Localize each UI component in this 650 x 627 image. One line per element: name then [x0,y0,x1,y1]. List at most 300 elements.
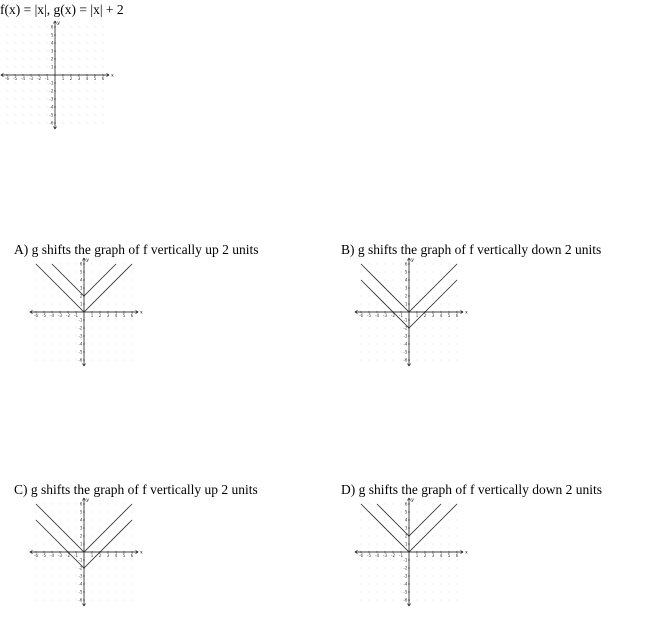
grid-dot [63,59,64,60]
grid-dot [108,560,109,561]
x-tick-label: -6 [5,76,9,82]
x-tick-label: -5 [42,553,46,559]
choice-b-label[interactable]: B) g shifts the graph of f vertically down 2 units [341,242,602,257]
grid-dot [44,280,45,281]
grid-dot [76,272,77,273]
grid-dot [393,320,394,321]
choice-a-label[interactable]: A) g shifts the graph of f vertically up 2 units [14,242,259,257]
grid-dot [52,528,53,529]
grid-dot [417,280,418,281]
grid-dot [132,304,133,305]
grid-dot [425,600,426,601]
grid-dot [377,568,378,569]
grid-dot [457,328,458,329]
grid-dot [39,83,40,84]
grid-dot [103,99,104,100]
grid-dot [385,328,386,329]
grid-dot [417,512,418,513]
grid-dot [377,584,378,585]
x-axis-label: x [140,309,143,316]
grid-dot [377,304,378,305]
grid-dot [47,67,48,68]
grid-dot [433,344,434,345]
grid-dot [47,123,48,124]
grid-dot [92,336,93,337]
grid-dot [441,272,442,273]
y-tick-label: -1 [403,317,408,323]
grid-dot [76,520,77,521]
grid-dot [71,67,72,68]
grid-dot [417,536,418,537]
grid-dot [63,35,64,36]
choice-d-graph [354,497,468,607]
grid-dot [124,584,125,585]
y-tick-label: 6 [79,501,83,507]
y-tick-label: -2 [403,325,408,331]
y-tick-label: -4 [78,341,83,347]
grid-dot [76,328,77,329]
grid-dot [449,352,450,353]
grid-dot [60,360,61,361]
grid-dot [108,352,109,353]
grid-dot [100,272,101,273]
grid-dot [60,296,61,297]
grid-dot [449,264,450,265]
y-tick-label: -3 [78,573,83,579]
grid-dot [132,536,133,537]
x-tick-label: 5 [447,313,451,319]
y-tick-label: 6 [50,24,54,30]
choice-c-label[interactable]: C) g shifts the graph of f vertically up 2 units [14,482,258,497]
grid-dot [7,51,8,52]
grid-dot [425,288,426,289]
grid-dot [15,107,16,108]
grid-dot [95,43,96,44]
grid-dot [433,296,434,297]
grid-dot [95,91,96,92]
y-tick-label: 1 [50,64,54,70]
grid-dot [63,43,64,44]
grid-dot [15,51,16,52]
x-tick-label: 6 [455,313,459,319]
y-axis-label: y [411,497,414,503]
grid-dot [52,560,53,561]
y-tick-label: 3 [404,285,408,291]
x-tick-label: -4 [50,313,54,319]
grid-dot [31,123,32,124]
grid-dot [31,43,32,44]
grid-dot [361,576,362,577]
grid-dot [457,344,458,345]
x-tick-label: 5 [93,76,97,82]
y-tick-label: -4 [403,341,408,347]
grid-dot [417,344,418,345]
x-tick-label: 4 [439,553,443,559]
grid-dot [401,536,402,537]
grid-dot [441,600,442,601]
grid-dot [124,288,125,289]
grid-dot [401,272,402,273]
grid-dot [361,344,362,345]
grid-dot [377,528,378,529]
y-tick-label: 2 [404,293,408,299]
grid-dot [92,592,93,593]
grid-dot [87,107,88,108]
grid-dot [52,600,53,601]
grid-dot [433,328,434,329]
grid-dot [116,560,117,561]
grid-dot [87,51,88,52]
grid-dot [100,592,101,593]
grid-dot [433,352,434,353]
grid-dot [36,288,37,289]
grid-dot [361,512,362,513]
grid-dot [457,296,458,297]
grid-dot [60,576,61,577]
grid-dot [132,280,133,281]
grid-dot [393,528,394,529]
grid-dot [401,360,402,361]
grid-dot [116,288,117,289]
grid-dot [361,520,362,521]
grid-dot [36,360,37,361]
grid-dot [79,107,80,108]
grid-dot [103,67,104,68]
grid-dot [60,304,61,305]
grid-dot [44,560,45,561]
x-axis-label: x [111,72,114,79]
grid-dot [449,528,450,529]
grid-dot [87,83,88,84]
x-axis-label: x [140,549,143,556]
grid-dot [124,344,125,345]
grid-dot [36,568,37,569]
grid-dot [417,568,418,569]
grid-dot [116,272,117,273]
grid-dot [457,336,458,337]
y-tick-label: 3 [79,285,83,291]
grid-dot [79,83,80,84]
y-tick-label: -1 [78,557,83,563]
grid-dot [60,264,61,265]
grid-dot [108,512,109,513]
grid-dot [457,352,458,353]
grid-dot [100,304,101,305]
grid-dot [393,504,394,505]
grid-dot [361,544,362,545]
grid-dot [15,59,16,60]
grid-dot [31,35,32,36]
grid-dot [433,600,434,601]
grid-dot [7,83,8,84]
grid-dot [132,296,133,297]
grid-dot [44,304,45,305]
grid-dot [377,264,378,265]
grid-dot [31,91,32,92]
grid-dot [433,592,434,593]
grid-dot [52,296,53,297]
grid-dot [361,560,362,561]
grid-dot [457,568,458,569]
grid-dot [116,512,117,513]
grid-dot [52,584,53,585]
grid-dot [68,544,69,545]
grid-dot [441,568,442,569]
grid-dot [132,320,133,321]
grid-dot [401,280,402,281]
grid-dot [36,280,37,281]
grid-dot [103,51,104,52]
grid-dot [92,264,93,265]
grid-dot [31,115,32,116]
grid-dot [60,512,61,513]
grid-dot [100,600,101,601]
grid-dot [52,320,53,321]
grid-dot [369,560,370,561]
grid-dot [44,544,45,545]
grid-dot [39,99,40,100]
grid-dot [47,91,48,92]
grid-dot [369,528,370,529]
y-tick-label: 1 [404,301,408,307]
y-tick-label: -4 [78,581,83,587]
grid-dot [95,59,96,60]
grid-dot [132,528,133,529]
grid-dot [369,280,370,281]
grid-dot [108,592,109,593]
grid-dot [449,600,450,601]
grid-dot [393,600,394,601]
grid-dot [457,272,458,273]
x-tick-label: 1 [61,76,65,82]
grid-dot [433,280,434,281]
y-tick-label: -5 [403,589,408,595]
grid-dot [76,568,77,569]
grid-dot [393,592,394,593]
grid-dot [39,67,40,68]
grid-dot [68,264,69,265]
y-tick-label: 5 [79,269,83,275]
grid-dot [68,560,69,561]
x-tick-label: 2 [98,553,102,559]
grid-dot [36,544,37,545]
grid-dot [100,336,101,337]
x-axis-label: x [465,309,468,316]
grid-dot [68,272,69,273]
y-tick-label: 4 [404,277,408,283]
y-tick-label: 3 [404,525,408,531]
grid-dot [393,264,394,265]
y-axis-label: y [57,20,60,26]
grid-dot [417,288,418,289]
grid-dot [60,280,61,281]
x-tick-label: -4 [50,553,54,559]
grid-dot [449,576,450,577]
x-tick-label: 5 [447,553,451,559]
grid-dot [417,584,418,585]
grid-dot [68,504,69,505]
grid-dot [433,560,434,561]
x-tick-label: -5 [367,553,371,559]
y-tick-label: -4 [49,104,54,110]
x-axis-label: x [465,549,468,556]
grid-dot [76,296,77,297]
grid-dot [457,576,458,577]
grid-dot [95,107,96,108]
grid-dot [401,328,402,329]
grid-dot [79,35,80,36]
y-tick-label: -2 [78,565,83,571]
grid-dot [116,544,117,545]
grid-dot [425,264,426,265]
x-tick-label: -5 [367,313,371,319]
x-tick-label: -4 [375,553,379,559]
grid-dot [44,504,45,505]
choice-d-label[interactable]: D) g shifts the graph of f vertically down 2 units [341,482,602,497]
grid-dot [71,27,72,28]
grid-dot [441,352,442,353]
grid-dot [385,536,386,537]
grid-dot [116,320,117,321]
grid-dot [457,592,458,593]
grid-dot [23,51,24,52]
grid-dot [361,296,362,297]
grid-dot [103,43,104,44]
grid-dot [87,35,88,36]
grid-dot [124,264,125,265]
grid-dot [100,512,101,513]
grid-dot [52,576,53,577]
grid-dot [63,51,64,52]
grid-dot [100,584,101,585]
grid-dot [385,296,386,297]
grid-dot [60,600,61,601]
grid-dot [76,528,77,529]
grid-dot [60,320,61,321]
y-tick-label: 1 [79,541,83,547]
grid-dot [116,576,117,577]
grid-dot [92,520,93,521]
grid-dot [132,512,133,513]
grid-dot [92,536,93,537]
grid-dot [87,43,88,44]
grid-dot [124,576,125,577]
grid-dot [36,336,37,337]
x-tick-label: -1 [399,313,403,319]
grid-dot [449,504,450,505]
y-tick-label: -5 [49,112,54,118]
x-tick-label: -6 [359,313,363,319]
grid-dot [385,352,386,353]
grid-dot [92,296,93,297]
grid-dot [15,115,16,116]
grid-dot [385,336,386,337]
grid-dot [44,584,45,585]
grid-dot [449,360,450,361]
grid-dot [401,560,402,561]
grid-dot [100,544,101,545]
grid-dot [369,544,370,545]
grid-dot [60,592,61,593]
y-tick-label: -5 [78,589,83,595]
grid-dot [44,288,45,289]
grid-dot [39,123,40,124]
grid-dot [425,352,426,353]
grid-dot [68,328,69,329]
grid-dot [76,504,77,505]
grid-dot [76,336,77,337]
grid-dot [377,336,378,337]
grid-dot [401,352,402,353]
x-tick-label: 5 [122,553,126,559]
y-tick-label: -1 [49,80,54,86]
grid-dot [377,320,378,321]
grid-dot [39,27,40,28]
grid-dot [417,360,418,361]
grid-dot [15,91,16,92]
grid-dot [87,99,88,100]
grid-dot [23,27,24,28]
grid-dot [441,344,442,345]
grid-dot [385,560,386,561]
grid-dot [441,512,442,513]
y-tick-label: 2 [50,56,54,62]
x-tick-label: -3 [383,313,387,319]
grid-dot [369,536,370,537]
x-tick-label: 2 [98,313,102,319]
grid-dot [60,328,61,329]
grid-dot [401,568,402,569]
grid-dot [36,272,37,273]
grid-dot [401,296,402,297]
grid-dot [433,272,434,273]
grid-dot [39,107,40,108]
grid-dot [15,83,16,84]
grid-dot [92,528,93,529]
grid-dot [68,592,69,593]
y-tick-label: -3 [49,96,54,102]
grid-dot [393,336,394,337]
grid-dot [23,83,24,84]
grid-dot [124,560,125,561]
grid-dot [100,520,101,521]
x-tick-label: -3 [58,313,62,319]
grid-dot [132,360,133,361]
grid-dot [393,352,394,353]
x-tick-label: 1 [415,553,419,559]
grid-dot [87,115,88,116]
x-tick-label: -6 [34,553,38,559]
grid-dot [449,328,450,329]
grid-dot [417,576,418,577]
grid-dot [60,336,61,337]
y-tick-label: 2 [79,533,83,539]
grid-dot [377,352,378,353]
grid-dot [68,584,69,585]
x-tick-label: 1 [90,553,94,559]
grid-dot [124,520,125,521]
question-text: f(x) = |x|, g(x) = |x| + 2 [0,2,124,17]
grid-dot [425,528,426,529]
y-tick-label: -1 [78,317,83,323]
grid-dot [7,27,8,28]
grid-dot [23,99,24,100]
grid-dot [108,600,109,601]
grid-dot [23,59,24,60]
grid-dot [385,280,386,281]
x-tick-label: 6 [455,553,459,559]
grid-dot [87,67,88,68]
